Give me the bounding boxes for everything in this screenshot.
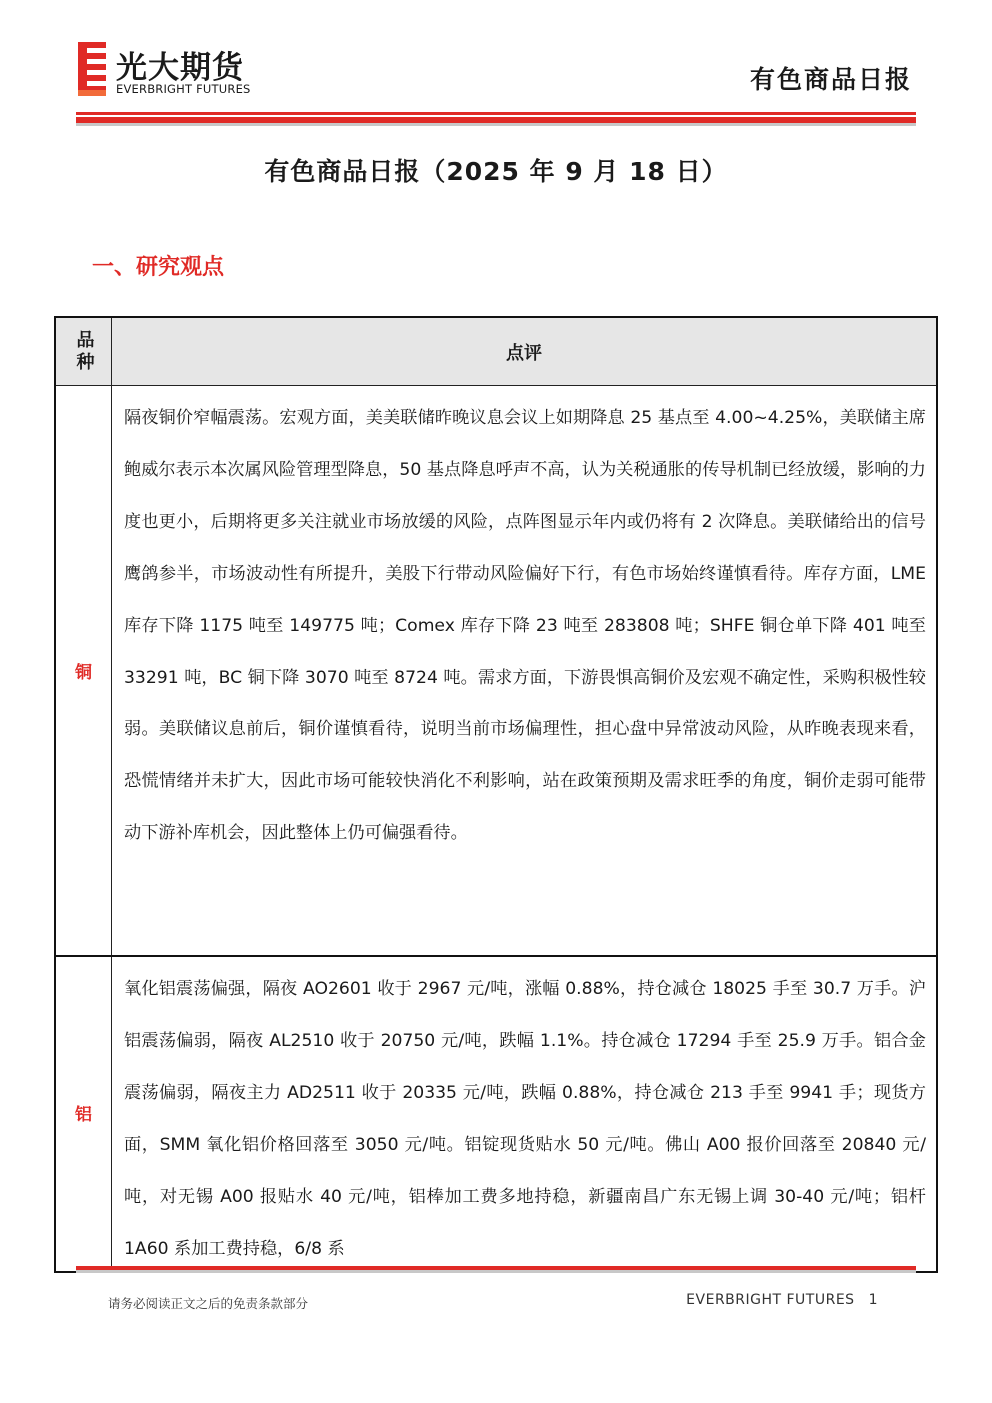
company-logo xyxy=(78,42,278,98)
comment-cell-aluminum xyxy=(112,957,936,1271)
comment-text-copper: 隔夜铜价窄幅震荡。宏观方面，美美联储昨晚议息会议上如期降息 25 基点至 4.00~4.25%，美联储主席鲍威尔表示本次属风险管理型降息，50 基点降息呼声不高，认为关税通胀的传导机制已经放缓，影响的力度也更小，后期将更多关注就业市场放缓的风险，点阵图显示年内或仍将有 2 次降息。美联储给出的信号鹰鸽参半，市场波动性有所提升，美股下行带动风险偏好下行，有色市场始终谨慎看待。库存方面，LME 库存下降 1175 吨至 149775 吨；Comex 库存下降 23 吨至 283808 吨；SHFE 铜仓单下降 401 吨至 33291 吨，BC 铜下降 3070 吨至 8724 吨。需求方面，下游畏惧高铜价及宏观不确定性，采购积极性较弱。美联储议息前后，铜价谨慎看待，说明当前市场偏理性，担心盘中异常波动风险，从昨晚表现来看，恐慌情绪并未扩大，因此市场可能较快消化不利影响，站在政策预期及需求旺季的角度，铜价走弱可能带动下游补库机会，因此整体上仍可偏强看待。 xyxy=(124,408,926,844)
footer-brand xyxy=(686,1292,878,1308)
table-row-copper xyxy=(56,386,936,957)
footer-disclaimer: 请务必阅读正文之后的免责条款部分 xyxy=(108,1296,309,1311)
comment-text-aluminum: 氧化铝震荡偏强，隔夜 AO2601 收于 2967 元/吨，涨幅 0.88%，持仓减仓 18025 手至 30.7 万手。沪铝震荡偏弱，隔夜 AL2510 收于 20750 元/吨，跌幅 1.1%。持仓减仓 17294 手至 25.9 万手。铝合金震荡偏弱，隔夜主力 AD2511 收于 20335 元/吨，跌幅 0.88%，持仓减仓 213 手至 9941 手；现货方面，SMM 氧化铝价格回落至 3050 元/吨。铝锭现货贴水 50 元/吨。佛山 A00 报价回落至 20840 元/吨，对无锡 A00 报贴水 40 元/吨，铝棒加工费多地持稳，新疆南昌广东无锡上调 30-40 元/吨；铝杆 1A60 系加工费持稳，6/8 系 xyxy=(124,979,926,1259)
page-number: 1 xyxy=(868,1292,878,1308)
footer-company-name: EVERBRIGHT FUTURES xyxy=(686,1292,855,1308)
table-row-aluminum xyxy=(56,957,936,1271)
variety-cell-copper: 铜 xyxy=(56,386,112,955)
logo-english-name: EVERBRIGHT FUTURES xyxy=(116,82,251,96)
logo-chinese-name: 光大期货 xyxy=(116,50,244,86)
header-divider-top xyxy=(76,112,916,115)
comment-cell-copper xyxy=(112,386,936,955)
column-header-variety: 品种 xyxy=(56,318,112,385)
column-header-comment: 点评 xyxy=(506,342,542,364)
everbright-logo-icon xyxy=(78,42,106,96)
footer-divider-shadow xyxy=(76,1270,916,1273)
section-heading: 一、研究观点 xyxy=(92,255,225,280)
header-report-name: 有色商品日报 xyxy=(749,65,912,94)
table-header-row xyxy=(56,318,936,386)
page-title: 有色商品日报（2025 年 9 月 18 日） xyxy=(264,157,728,186)
header-divider-shadow xyxy=(76,123,916,126)
research-table xyxy=(54,316,938,1273)
variety-cell-aluminum: 铝 xyxy=(56,957,112,1271)
